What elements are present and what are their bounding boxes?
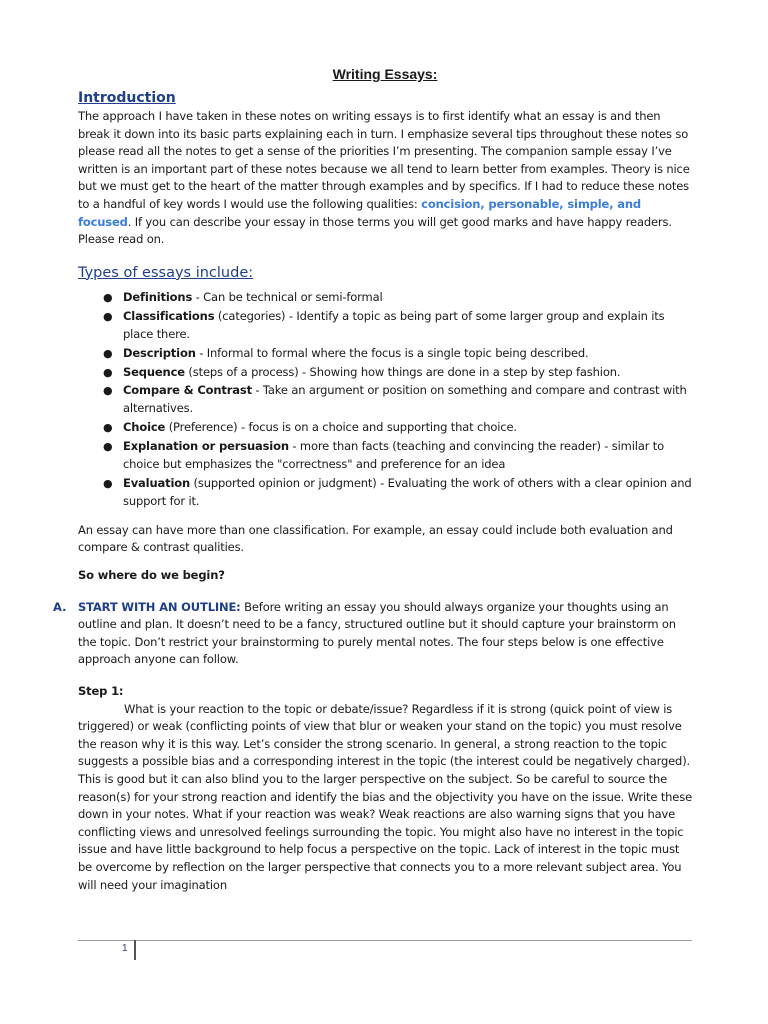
intro-emphasis: concision, personable, simple, and focused: [78, 196, 642, 229]
list-item: [103, 364, 692, 382]
introduction-paragraph: [78, 108, 692, 249]
list-item: [103, 419, 692, 437]
type-desc: (steps of a process) - Showing how things are done in a step by step fashion.: [184, 364, 621, 379]
bullet-icon: ●: [103, 290, 113, 304]
classification-note: An essay can have more than one classification. For example, an essay could include both evaluation and compare & contrast qualities.: [78, 522, 673, 555]
type-term: Explanation or persuasion: [123, 439, 289, 454]
outline-section: [53, 599, 692, 669]
type-term: Definitions: [123, 289, 193, 304]
type-term: Description: [123, 345, 196, 360]
type-desc: (supported opinion or judgment) - Evaluating the work of others with a clear opinion and support for it.: [123, 476, 692, 508]
bullet-icon: ●: [103, 477, 113, 491]
page-number-bar: [134, 940, 136, 960]
bullet-icon: ●: [103, 440, 113, 454]
list-item: [103, 438, 692, 474]
document-page: [53, 64, 693, 894]
intro-text-part-1: The approach I have taken in these notes on writing essays is to first identify what an essay is and then break it down into its basic parts explaining each in turn. I emphasize several tips throughout these notes so please read all the notes to get a sense of the priorities I’m presenting. The companion sample essay I’ve written is an important part of these notes because we all tend to learn better from examples. Theory is nice but we must get to the heart of the matter through examples and by specifics. If I had to reduce these notes to a handful of key words I would use the following qualities:: [78, 109, 690, 211]
types-heading: Types of essays include:: [78, 264, 254, 281]
type-term: Sequence: [123, 364, 185, 379]
type-term: Classifications: [123, 308, 215, 323]
list-item: [103, 475, 692, 511]
bullet-icon: ●: [103, 309, 113, 323]
document-title: Writing Essays:: [332, 66, 438, 82]
type-desc: (categories) - Identify a topic as being part of some larger group and explain its place there.: [123, 308, 665, 341]
intro-text-part-2: . If you can describe your essay in those terms you will get good marks and have happy readers. Please read on.: [78, 214, 672, 247]
step-1-label: Step 1:: [78, 683, 124, 698]
bullet-icon: ●: [103, 384, 113, 398]
bullet-icon: ●: [103, 346, 113, 360]
type-desc: - more than facts (teaching and convincing the reader) - similar to choice but emphasizes the "correctness" and preference for an idea: [123, 439, 665, 472]
type-desc: - Take an argument or position on something and compare and contrast with alternatives.: [123, 383, 687, 416]
bullet-icon: ●: [103, 421, 113, 435]
begin-question: So where do we begin?: [78, 568, 225, 582]
outline-paragraph: [78, 599, 692, 669]
type-term: Choice: [123, 420, 166, 435]
page-footer: [78, 940, 692, 960]
outline-text: Before writing an essay you should always organize your thoughts using an outline and plan. It doesn’t need to be a fancy, structured outline but it should capture your brainstorm on the topic. Don’t restrict your brainstorming to purely mental notes. The four steps below is one effective approach anyone can follow.: [78, 599, 676, 667]
type-desc: - Can be technical or semi-formal: [192, 289, 383, 304]
type-desc: (Preference) - focus is on a choice and supporting that choice.: [165, 420, 517, 435]
list-item: [103, 289, 692, 307]
page-number: 1: [122, 943, 128, 954]
bullet-icon: ●: [103, 365, 113, 379]
type-term: Compare & Contrast: [123, 383, 252, 398]
type-desc: - Informal to formal where the focus is a single topic being described.: [195, 345, 589, 360]
essay-types-list: [78, 289, 692, 511]
type-term: Evaluation: [123, 476, 191, 491]
list-item: [103, 382, 692, 418]
footer-divider: [78, 940, 692, 941]
introduction-heading: Introduction: [78, 90, 176, 106]
list-item: [103, 308, 692, 344]
outline-letter: A.: [53, 599, 67, 614]
list-item: [103, 345, 692, 363]
step-1-paragraph: What is your reaction to the topic or debate/issue? Regardless if it is strong (quick point of view is triggered) or weak (conflicting points of view that blur or weaken your stand on the topic) you must resolve the reason why it is this way. Let’s consider the strong scenario. In general, a strong reaction to the topic suggests a possible bias and a corresponding interest in the topic (the interest could be negatively charged). This is good but it can also blind you to the larger perspective on the subject. So be careful to source the reason(s) for your strong reaction and identify the bias and the objectivity you have on the issue. Write these down in your notes. What if your reaction was weak? Weak reactions are also warning signs that you have conflicting views and unresolved feelings surrounding the topic. You might also have no interest in the topic issue and have little background to help focus a perspective on the topic. Lack of interest in the topic must be overcome by reflection on the larger perspective that connects you to a more relevant subject area. You will need your imagination: [78, 701, 693, 892]
outline-heading: START WITH AN OUTLINE:: [78, 599, 241, 614]
